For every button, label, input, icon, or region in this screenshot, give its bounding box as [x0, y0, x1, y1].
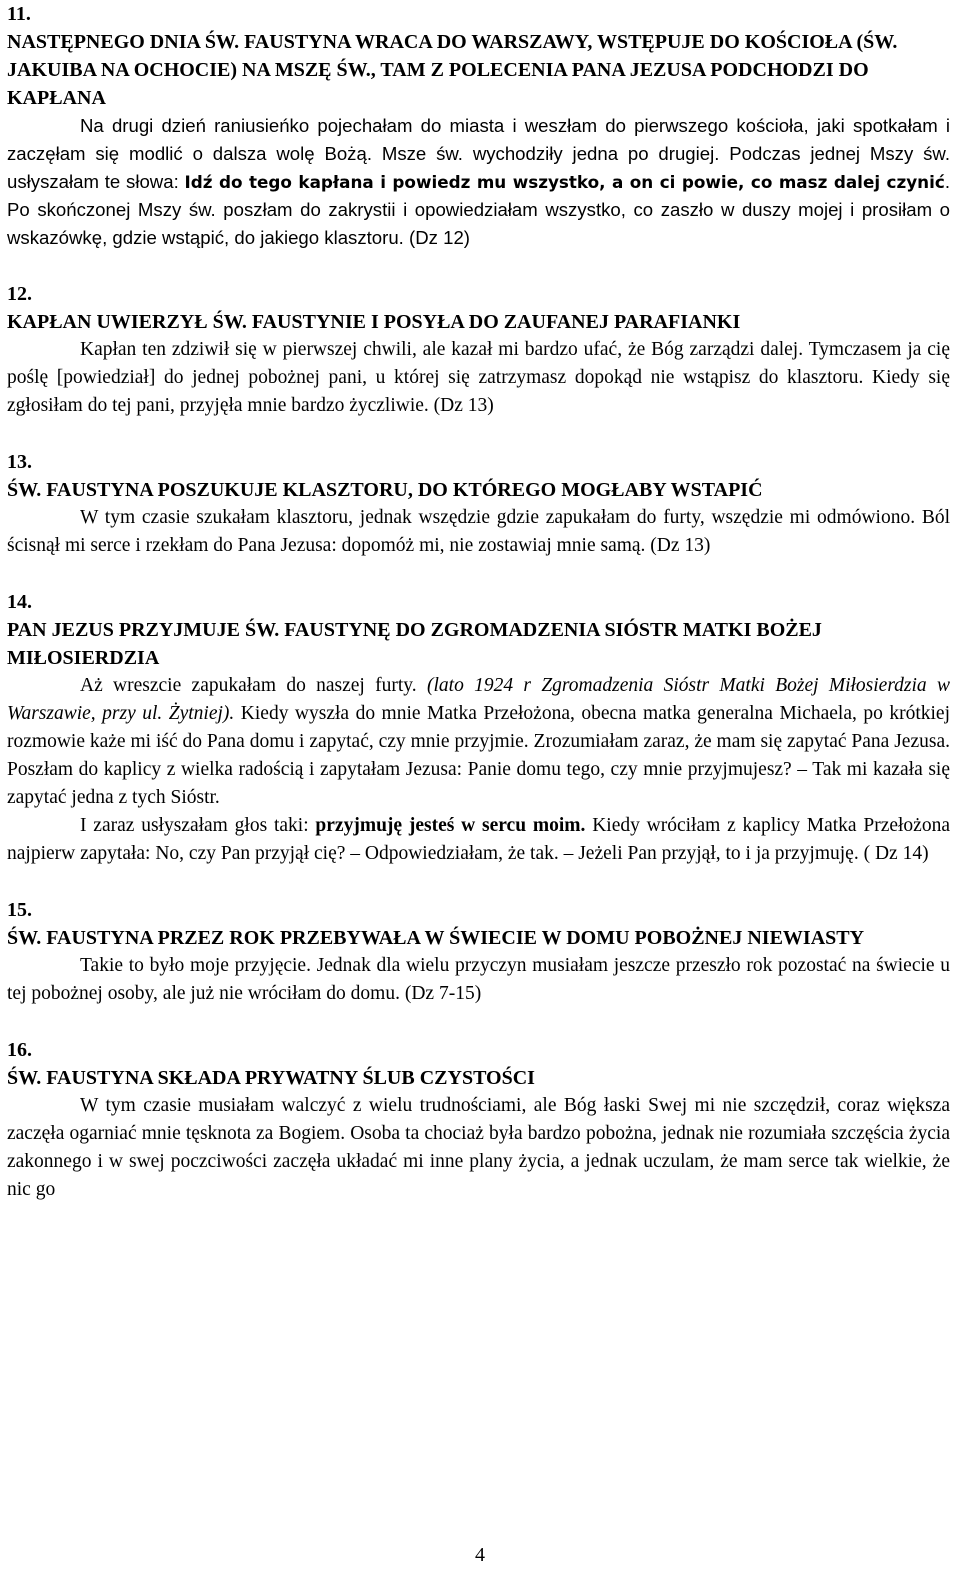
section-title: ŚW. FAUSTYNA SKŁADA PRYWATNY ŚLUB CZYSTOŚCI [7, 1067, 535, 1089]
section-number: 14. [7, 591, 32, 613]
section-number: 15. [7, 899, 32, 921]
section-paragraph: W tym czasie szukałam klasztoru, jednak wszędzie gdzie zapukałam do furty, wszędzie mi odmówiono. Ból ścisnął mi serce i rzekłam do Pana Jezusa: dopomóż mi, nie zostawiaj mnie samą. (Dz 13) [7, 507, 950, 556]
quote-bold-text: przyjmuję jesteś w sercu moim. [315, 815, 586, 836]
section-gap [7, 252, 950, 280]
section-title: ŚW. FAUSTYNA PRZEZ ROK PRZEBYWAŁA W ŚWIECIE W DOMU POBOŻNEJ NIEWIASTY [7, 927, 865, 949]
paragraph-text: Na drugi dzień raniusieńko pojechałam do miasta i weszłam do pierwszego kościoła, jaki spotkałam i zaczęłam się modlić o dalsza wolę Bożą. Msze św. wychodziły jedna po drugiej. Podczas jednej Mszy św. usłyszałam te słowa: [7, 115, 950, 192]
section-16 [7, 1036, 950, 1204]
section-gap [7, 420, 950, 448]
section-paragraph: W tym czasie musiałam walczyć z wielu trudnościami, ale Bóg łaski Swej mi nie szczędził, coraz większa zaczęła ogarniać mnie tęsknota za Bogiem. Osoba ta chociaż była bardzo pobożna, jednak nie rozumiała szczęścia życia zakonnego i w swej poczciwości zaczęła układać mi inne plany życia, a jednak uczulam, że mam serce tak wielkie, że nic go [7, 1095, 950, 1200]
section-number: 13. [7, 451, 32, 473]
italic-note: (lato 1924 r Zgromadzenia Sióstr Matki Bożej Miłosierdzia w Warszawie, przy ul. Żytniej). [7, 675, 950, 724]
section-gap [7, 560, 950, 588]
section-14 [7, 588, 950, 868]
section-title: PAN JEZUS PRZYJMUJE ŚW. FAUSTYNĘ DO ZGROMADZENIA SIÓSTR MATKI BOŻEJ MIŁOSIERDZIA [7, 619, 822, 669]
section-title: ŚW. FAUSTYNA POSZUKUJE KLASZTORU, DO KTÓREGO MOGŁABY WSTAPIĆ [7, 479, 763, 501]
section-paragraph [7, 672, 950, 812]
section-title: KAPŁAN UWIERZYŁ ŚW. FAUSTYNIE I POSYŁA DO ZAUFANEJ PARAFIANKI [7, 311, 741, 333]
quote-bold-text: Idź do tego kapłana i powiedz mu wszystko, a on ci powie, co masz dalej czynić [184, 172, 945, 192]
section-paragraph [7, 112, 950, 252]
paragraph-text: Aż wreszcie zapukałam do naszej furty. [80, 675, 427, 696]
section-13 [7, 448, 950, 560]
section-12 [7, 280, 950, 420]
section-gap [7, 868, 950, 896]
section-15 [7, 896, 950, 1008]
section-gap [7, 1008, 950, 1036]
section-number: 12. [7, 283, 32, 305]
section-paragraph: Takie to było moje przyjęcie. Jednak dla wielu przyczyn musiałam jeszcze przeszło rok pozostać na świecie u tej pobożnej osoby, ale już nie wróciłam do domu. (Dz 7-15) [7, 955, 950, 1004]
section-number: 11. [7, 3, 31, 25]
section-paragraph-2 [7, 812, 950, 868]
paragraph-text-end: Kiedy wróciłam z kaplicy Matka Przełożona najpierw zapytała: No, czy Pan przyjął cię? – Odpowiedziałam, że tak. – Jeżeli Pan przyjął, to i ja przyjmuję. ( Dz 14) [7, 815, 950, 864]
section-11 [7, 0, 950, 252]
paragraph-text-end: . Po skończonej Mszy św. poszłam do zakrystii i opowiedziałam wszystko, co zaszło w duszy mojej i prosiłam o wskazówkę, gdzie wstąpić, do jakiego klasztoru. (Dz 12) [7, 171, 951, 248]
section-number: 16. [7, 1039, 32, 1061]
paragraph-text-end: Kiedy wyszła do mnie Matka Przełożona, obecna matka generalna Michaela, po krótkiej rozmowie każe mi iść do Pana domu i zapytać, czy mnie przyjmie. Zrozumiałam zaraz, że mam się zapytać Pana Jezusa. Poszłam do kaplicy z wielka radością i zapytałam Jezusa: Panie domu tego, czy mnie przyjmujesz? – Tak mi kazała się zapytać jedna z tych Sióstr. [7, 703, 950, 808]
section-paragraph: Kapłan ten zdziwił się w pierwszej chwili, ale kazał mi bardzo ufać, że Bóg zarządzi dalej. Tymczasem ja cię poślę [powiedział] do jednej pobożnej pani, u której się zatrzymasz dopokąd nie wstąpisz do klasztoru. Kiedy się zgłosiłam do tej pani, przyjęła mnie bardzo życzliwie. (Dz 13) [7, 339, 950, 416]
page-number: 4 [475, 1544, 485, 1566]
section-title: NASTĘPNEGO DNIA ŚW. FAUSTYNA WRACA DO WARSZAWY, WSTĘPUJE DO KOŚCIOŁA (ŚW. JAKUIBA NA OCHOCIE) NA MSZĘ ŚW., TAM Z POLECENIA PANA JEZUSA PODCHODZI DO KAPŁANA [7, 31, 898, 109]
paragraph-text: I zaraz usłyszałam głos taki: [80, 815, 316, 836]
